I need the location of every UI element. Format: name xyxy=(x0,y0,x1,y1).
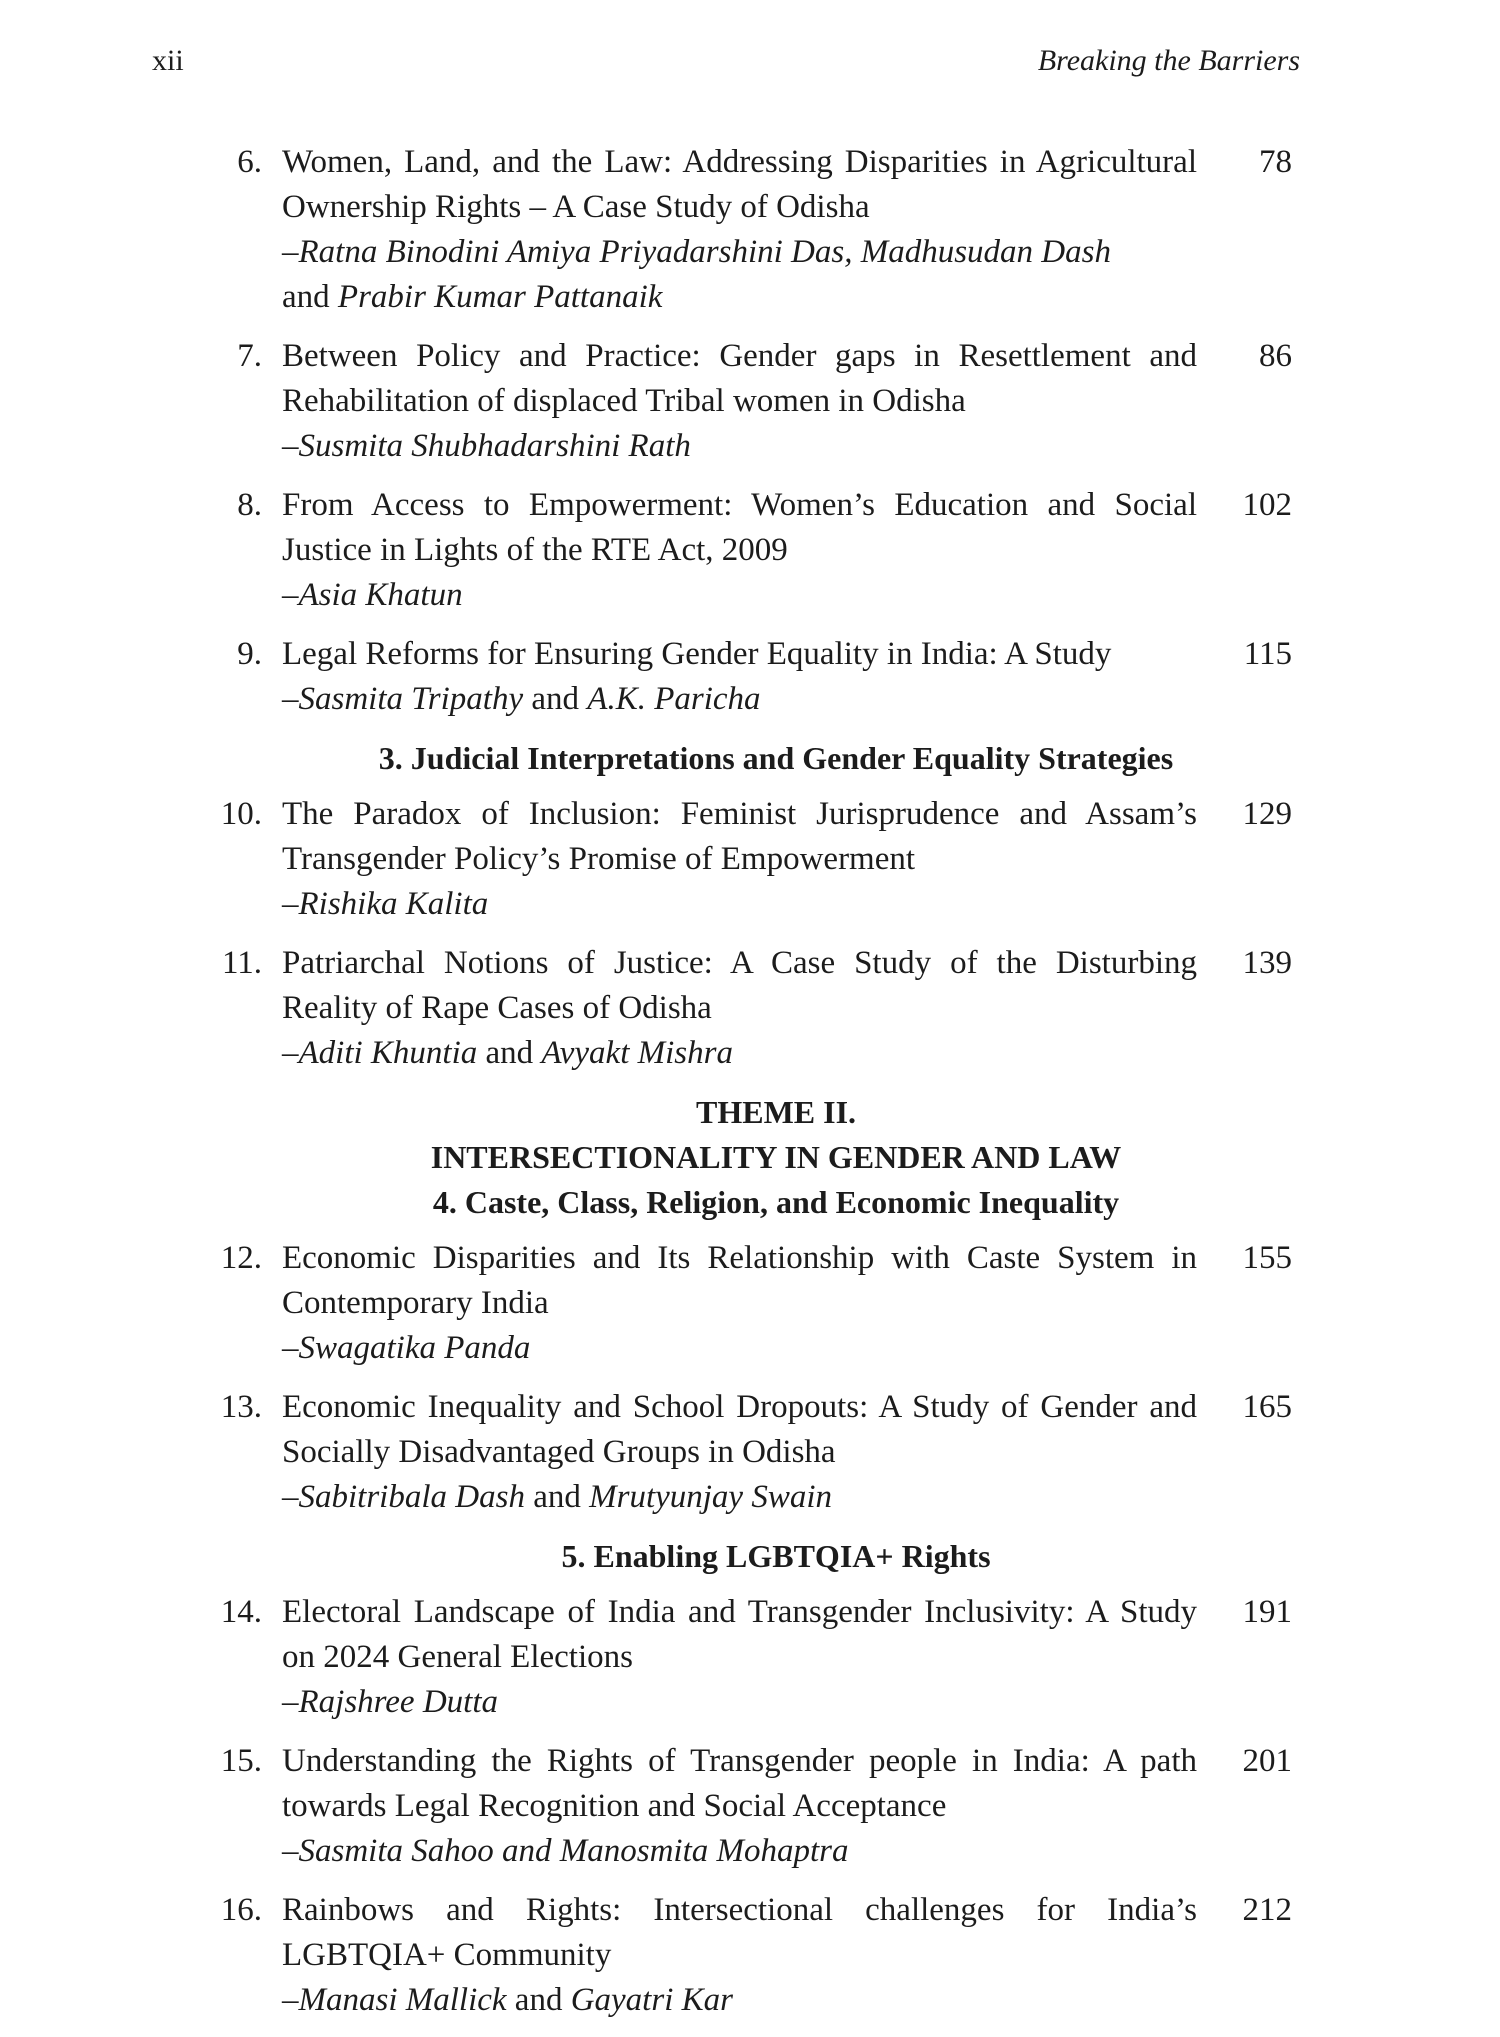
entry-title: Patriarchal Notions of Justice: A Case Study of the Disturbing Reality of Rape Cases of Odisha xyxy=(282,945,1197,1026)
section-heading-3: 3. Judicial Interpretations and Gender Equality Strategies xyxy=(378,740,1174,776)
author-separator: and xyxy=(506,1982,571,2018)
entry-title: Economic Inequality and School Dropouts: A Study of Gender and Socially Disadvantaged Groups in Odisha xyxy=(282,1389,1197,1470)
entry-authors xyxy=(282,677,1197,722)
entry-page-number: 201 xyxy=(1242,1743,1292,1779)
theme-title: INTERSECTIONALITY IN GENDER AND LAW xyxy=(430,1139,1122,1175)
entry-authors xyxy=(282,1978,1197,2023)
entry-title: From Access to Empowerment: Women’s Education and Social Justice in Lights of the RTE Act, 2009 xyxy=(282,487,1197,568)
entry-number: 12. xyxy=(220,1240,262,1276)
entry-title: Understanding the Rights of Transgender people in India: A path towards Legal Recognition and Social Acceptance xyxy=(282,1743,1197,1824)
toc-entry-16[interactable] xyxy=(200,1888,1292,2023)
entry-authors xyxy=(282,1031,1197,1076)
entry-number: 15. xyxy=(220,1743,262,1779)
toc-entry-11[interactable] xyxy=(200,941,1292,1076)
entry-authors: –Ratna Binodini Amiya Priyadarshini Das, Madhusudan Dash xyxy=(282,234,1111,270)
entry-number: 7. xyxy=(237,338,262,374)
entry-number: 6. xyxy=(237,144,262,180)
toc-entry-14[interactable] xyxy=(200,1590,1292,1725)
entry-page-number: 86 xyxy=(1259,338,1292,374)
entry-number: 9. xyxy=(237,636,262,672)
entry-page-number: 212 xyxy=(1242,1892,1292,1928)
author-name: A.K. Paricha xyxy=(587,681,761,717)
author-name: –Aditi Khuntia xyxy=(282,1035,478,1071)
author-name: –Sasmita Tripathy xyxy=(282,681,524,717)
entry-page-number: 102 xyxy=(1242,487,1292,523)
entry-number: 13. xyxy=(220,1389,262,1425)
entry-number: 8. xyxy=(237,487,262,523)
entry-page-number: 191 xyxy=(1242,1594,1292,1630)
entry-authors: –Asia Khatun xyxy=(282,577,463,613)
author-name: Prabir Kumar Pattanaik xyxy=(337,279,663,315)
entry-title: Electoral Landscape of India and Transgender Inclusivity: A Study on 2024 General Elections xyxy=(282,1594,1197,1675)
entry-title: Legal Reforms for Ensuring Gender Equality in India: A Study xyxy=(282,636,1112,672)
entry-title: Rainbows and Rights: Intersectional challenges for India’s LGBTQIA+ Community xyxy=(282,1892,1197,1973)
entry-page-number: 155 xyxy=(1242,1240,1292,1276)
author-separator: and xyxy=(477,1035,542,1071)
section-heading-4: 4. Caste, Class, Religion, and Economic Inequality xyxy=(432,1184,1120,1220)
entry-page-number: 165 xyxy=(1242,1389,1292,1425)
entry-page-number: 139 xyxy=(1242,945,1292,981)
author-separator: and xyxy=(523,681,588,717)
entry-title: Between Policy and Practice: Gender gaps in Resettlement and Rehabilitation of displaced Tribal women in Odisha xyxy=(282,338,1197,419)
entry-number: 10. xyxy=(220,796,262,832)
toc-entry-7[interactable] xyxy=(200,334,1292,469)
entry-authors xyxy=(282,1475,1197,1520)
page-number: xii xyxy=(152,44,184,77)
entry-authors: –Rishika Kalita xyxy=(282,886,489,922)
entry-number: 16. xyxy=(220,1892,262,1928)
entry-page-number: 115 xyxy=(1243,636,1292,672)
author-name: Avyakt Mishra xyxy=(541,1035,733,1071)
entry-authors: –Rajshree Dutta xyxy=(282,1684,498,1720)
theme-heading: THEME II. xyxy=(695,1094,857,1130)
author-name: Mrutyunjay Swain xyxy=(589,1479,833,1515)
entry-title: Women, Land, and the Law: Addressing Disparities in Agricultural Ownership Rights – A Case Study of Odisha xyxy=(282,144,1197,225)
entry-title: Economic Disparities and Its Relationship with Caste System in Contemporary India xyxy=(282,1240,1197,1321)
entry-number: 11. xyxy=(221,945,262,981)
table-of-contents xyxy=(200,140,1292,2037)
entry-number: 14. xyxy=(220,1594,262,1630)
running-head: Breaking the Barriers xyxy=(1037,44,1300,77)
author-name: –Sabitribala Dash xyxy=(282,1479,525,1515)
author-name: –Manasi Mallick xyxy=(282,1982,507,2018)
author-separator: and xyxy=(524,1479,590,1515)
author-separator: and xyxy=(282,279,338,315)
toc-entry-6[interactable] xyxy=(200,140,1292,320)
toc-entry-15[interactable] xyxy=(200,1739,1292,1874)
toc-entry-8[interactable] xyxy=(200,483,1292,618)
author-name: Gayatri Kar xyxy=(570,1982,733,2018)
entry-authors-cont xyxy=(282,275,1197,320)
toc-entry-12[interactable] xyxy=(200,1236,1292,1371)
section-heading-5: 5. Enabling LGBTQIA+ Rights xyxy=(561,1538,991,1574)
entry-title: The Paradox of Inclusion: Feminist Jurisprudence and Assam’s Transgender Policy’s Promise of Empowerment xyxy=(282,796,1197,877)
toc-entry-9[interactable] xyxy=(200,632,1292,722)
entry-page-number: 129 xyxy=(1242,796,1292,832)
entry-authors: –Sasmita Sahoo and Manosmita Mohaptra xyxy=(282,1833,849,1869)
entry-authors: –Susmita Shubhadarshini Rath xyxy=(282,428,691,464)
entry-authors: –Swagatika Panda xyxy=(282,1330,531,1366)
toc-entry-10[interactable] xyxy=(200,792,1292,927)
entry-page-number: 78 xyxy=(1259,144,1292,180)
toc-entry-13[interactable] xyxy=(200,1385,1292,1520)
